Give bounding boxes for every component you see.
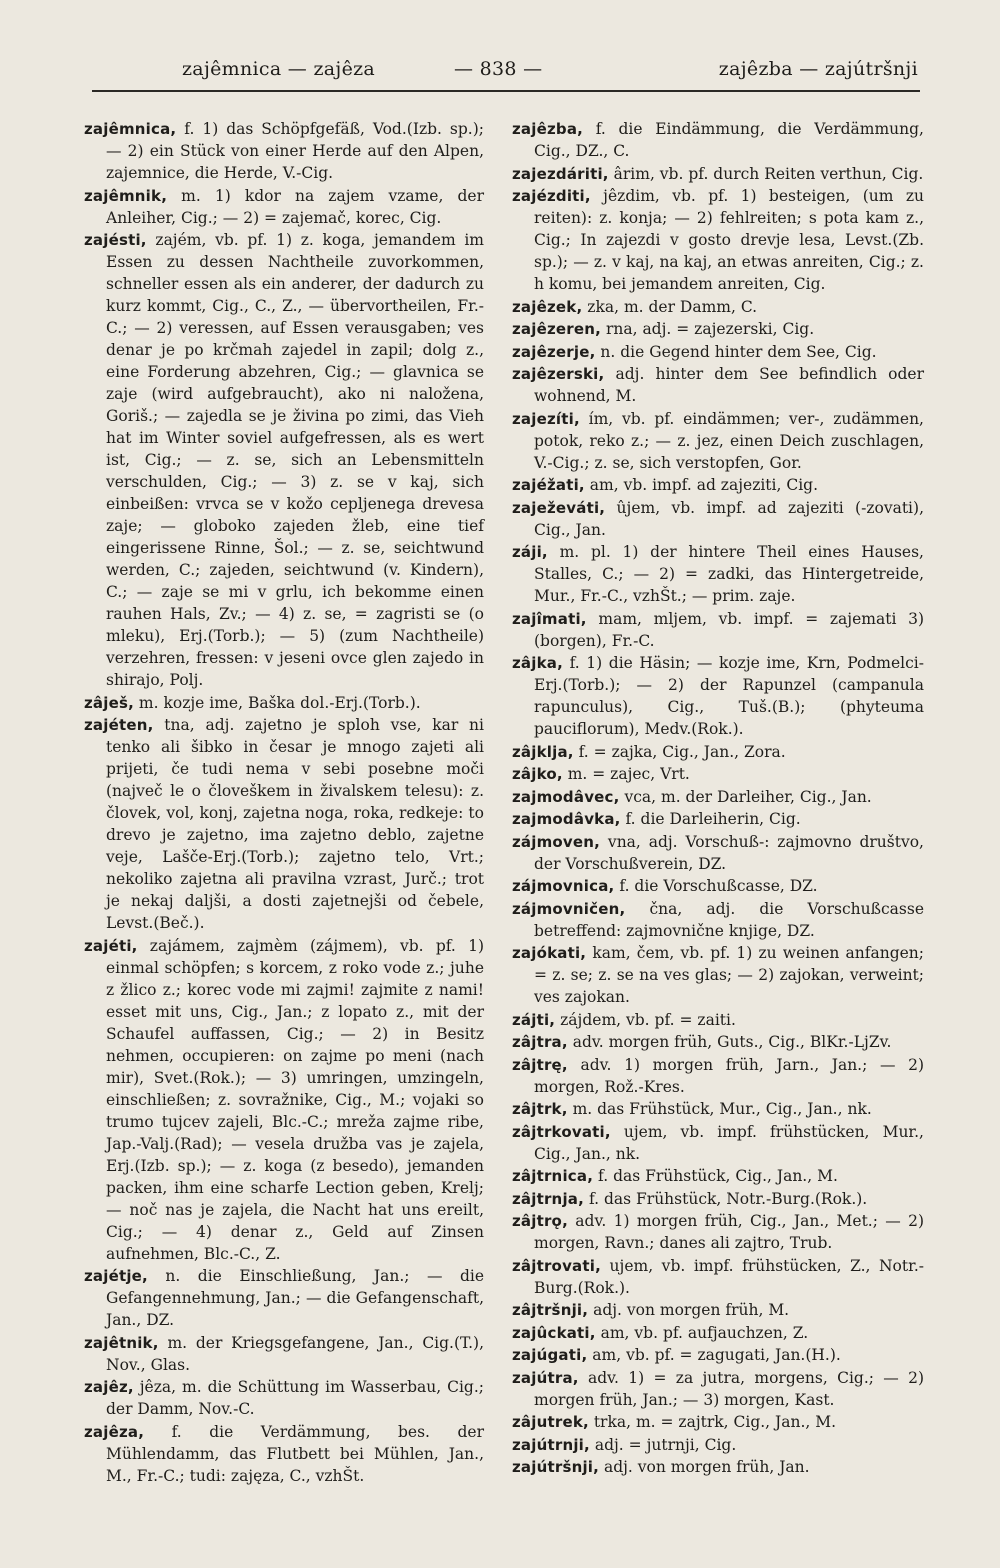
dictionary-entry [512, 652, 924, 740]
dictionary-entry [512, 875, 924, 897]
dictionary-entry [512, 118, 924, 162]
entry-headword: zajésti, [84, 231, 147, 249]
entry-definition: adv. morgen früh, Guts., Cig., BlKr.-LjZv. [567, 1033, 892, 1051]
dictionary-entry [512, 541, 924, 607]
entry-headword: zâjtrǫ, [512, 1212, 568, 1230]
dictionary-entry [512, 1344, 924, 1366]
right-column [512, 118, 924, 1479]
entry-definition: adj. von morgen früh, M. [588, 1301, 790, 1319]
entry-definition: trka, m. = zajtrk, Cig., Jan., M. [588, 1413, 837, 1431]
entry-headword: zajêzerje, [512, 342, 596, 361]
entry-definition: f. die Eindämmung, die Verdämmung, Cig., DZ., C. [534, 120, 924, 160]
entry-definition: f. das Frühstück, Notr.-Burg.(Rok.). [584, 1189, 868, 1208]
dictionary-entry [512, 808, 924, 830]
entry-headword: zâjtrnica, [512, 1167, 594, 1185]
dictionary-entry [512, 1367, 924, 1411]
dictionary-entry [512, 1121, 924, 1165]
entry-definition: m. pl. 1) der hintere Theil eines Hauses, Stalles, C.; — 2) = zadki, das Hintergetreide, Mur., Fr.-C., vzhŠt.; — prim. zaje. [534, 543, 924, 605]
entry-headword: zâjklja, [512, 742, 574, 761]
entry-definition: jêza, m. die Schüttung im Wasserbau, Cig.; der Damm, Nov.-C. [106, 1378, 484, 1418]
entry-headword: zajmodâvka, [512, 810, 621, 828]
left-column [84, 118, 484, 1487]
entry-headword: zajúgati, [512, 1346, 588, 1364]
header-right-guideword: zajêzba — zajútršnji [718, 58, 918, 80]
dictionary-entry [512, 608, 924, 652]
entry-headword: zajútra, [512, 1368, 579, 1387]
entry-definition: f. 1) die Häsin; — kozje ime, Krn, Podmelci-Erj.(Torb.); — 2) der Rapunzel (campanula rapunculus), Cig., Tuš.(B.); (phyteuma pauciflorum), Medv.(Rok.). [534, 654, 924, 738]
entry-headword: zâjtrkovati, [512, 1122, 611, 1141]
entry-definition: adv. 1) = za jutra, morgens, Cig.; — 2) morgen früh, Jan.; — 3) morgen, Kast. [534, 1368, 924, 1409]
entry-definition: m. 1) kdor na zajem vzame, der Anleiher, Cig.; — 2) = zajemač, korec, Cig. [106, 186, 484, 227]
entry-definition: čna, adj. die Vorschußcasse betreffend: zajmovnične knjige, DZ. [534, 899, 924, 940]
dictionary-entry [84, 1376, 484, 1420]
dictionary-entry [512, 786, 924, 808]
dictionary-entry [512, 1054, 924, 1098]
entry-headword: zâjtrnja, [512, 1189, 585, 1208]
entry-headword: zájmovničen, [512, 899, 626, 918]
dictionary-entry [512, 185, 924, 295]
dictionary-entry [512, 1255, 924, 1299]
entry-headword: zajútrnji, [512, 1435, 590, 1454]
entry-definition: f. die Vorschußcasse, DZ. [614, 877, 818, 895]
dictionary-entry [512, 163, 924, 185]
entry-definition: jêzdim, vb. pf. 1) besteigen, (um zu reiten): z. konja; — 2) fehlreiten; s pota kam z., Cig.; In zajezdi v gosto drevje lesa, Levst.(Zb. sp.); — z. v kaj, na kaj, an etwas anreiten, Cig.; z. h komu, bei jemandem anreiten, Cig. [534, 187, 924, 293]
entry-definition: m. der Kriegsgefangene, Jan., Cig.(T.), Nov., Glas. [106, 1333, 484, 1374]
dictionary-entry [512, 898, 924, 942]
dictionary-entry [512, 831, 924, 875]
entry-headword: zajókati, [512, 944, 587, 962]
entry-headword: zajéti, [84, 936, 138, 955]
entry-definition: zajém, vb. pf. 1) z. koga, jemandem im Essen zu dessen Nachtheile zuvorkommen, schneller essen als ein anderer, der dadurch zu kurz kommt, Cig., C., Z., — übervortheilen, Fr.-C.; — 2) veressen, auf Essen verausgaben; ves denar je po krčmah zajedel in zapil; dolg z., eine Forderung abzehren, Cig.; — glavnica se zaje (wird aufgebraucht), ako ni naložena, Goriš.; — zajedla se je živina po zimi, das Vieh hat im Winter soviel aufgefressen, als es wert ist, Cig.; — z. se, sich an Lebensmitteln verschulden, Cig.; — 3) z. se v kaj, sich einbeißen: vrvca se v kožo cepljenega drevesa zaje; — globoko zajeden žleb, eine tief eingerissene Rinne, Šol.; — z. se, seichtwund werden, C.; zajeden, seichtwund (v. Kindern), C.; — zaje se mi v grlu, ich bekomme einen rauhen Hals, Zv.; — 4) z. se, = zagristi se (o mleku), Erj.(Torb.); — 5) (zum Nachtheile) verzehren, fressen: v jeseni ovce glen zajedo in shirajo, Polj. [106, 231, 484, 689]
entry-headword: zajêzba, [512, 120, 584, 138]
dictionary-entry [84, 1421, 484, 1487]
entry-headword: zajezíti, [512, 409, 580, 428]
dictionary-entry [512, 408, 924, 474]
entry-headword: zajéten, [84, 716, 154, 734]
entry-definition: kam, čem, vb. pf. 1) zu weinen anfangen; = z. se; z. se na ves glas; — 2) zajokan, verweint; ves zajokan. [534, 944, 924, 1006]
dictionary-entry [84, 1265, 484, 1331]
entry-definition: n. die Einschließung, Jan.; — die Gefangennehmung, Jan.; — die Gefangenschaft, Jan., DZ. [106, 1267, 484, 1329]
dictionary-entry [512, 1322, 924, 1344]
entry-headword: zâjko, [512, 765, 563, 783]
dictionary-entry [512, 763, 924, 785]
dictionary-entry [512, 942, 924, 1008]
dictionary-entry [512, 341, 924, 363]
dictionary-entry [512, 1434, 924, 1456]
entry-definition: am, vb. impf. ad zajeziti, Cig. [584, 476, 819, 494]
entry-headword: zajêmnik, [84, 186, 168, 205]
entry-definition: ím, vb. pf. eindämmen; ver-, zudämmen, potok, reko z.; — z. jez, einen Deich zuschlagen, V.-Cig.; z. se, sich verstopfen, Gor. [534, 409, 924, 472]
dictionary-entry [84, 692, 484, 714]
entry-definition: ujem, vb. impf. frühstücken, Z., Notr.-Burg.(Rok.). [534, 1256, 924, 1297]
dictionary-entry [512, 363, 924, 407]
entry-definition: adv. 1) morgen früh, Jarn., Jan.; — 2) morgen, Rož.-Kres. [534, 1055, 924, 1096]
dictionary-entry [512, 1411, 924, 1433]
entry-definition: f. 1) das Schöpfgefäß, Vod.(Izb. sp.); — 2) ein Stück von einer Herde auf den Alpen, zajemnice, die Herde, V.-Cig. [106, 120, 484, 182]
dictionary-entry [84, 935, 484, 1265]
entry-headword: zajêza, [84, 1422, 145, 1441]
dictionary-entry [512, 1098, 924, 1120]
entry-definition: adj. = jutrnji, Cig. [589, 1435, 737, 1454]
entry-headword: zájti, [512, 1010, 556, 1029]
entry-headword: zajezdáriti, [512, 164, 609, 183]
entry-headword: zajéžati, [512, 476, 585, 494]
dictionary-entry [512, 296, 924, 318]
entry-headword: zájmovnica, [512, 877, 615, 895]
dictionary-entry [512, 1031, 924, 1053]
dictionary-entry [512, 1210, 924, 1254]
entry-headword: zajétje, [84, 1267, 148, 1285]
entry-definition: vca, m. der Darleiher, Cig., Jan. [619, 787, 872, 806]
entry-headword: zaježeváti, [512, 498, 606, 517]
header-left-guideword: zajêmnica — zajêza [182, 58, 376, 80]
page-number: — 838 — [454, 58, 543, 80]
dictionary-entry [512, 1299, 924, 1321]
entry-definition: f. = zajka, Cig., Jan., Zora. [573, 742, 786, 761]
entry-definition: f. die Verdämmung, bes. der Mühlendamm, das Flutbett bei Mühlen, Jan., M., Fr.-C.; tudi: zajęza, C., vzhŠt. [106, 1422, 484, 1485]
page-header [182, 58, 918, 86]
dictionary-entry [84, 118, 484, 184]
entry-headword: zâjka, [512, 654, 563, 672]
entry-headword: zâjtra, [512, 1033, 568, 1051]
entry-headword: zajêmnica, [84, 120, 177, 138]
entry-headword: zajûckati, [512, 1323, 596, 1342]
entry-headword: zajêz, [84, 1378, 134, 1396]
entry-definition: adv. 1) morgen früh, Cig., Jan., Met.; — 2) morgen, Ravn.; danes ali zajtro, Trub. [534, 1212, 924, 1252]
entry-definition: adj. von morgen früh, Jan. [599, 1458, 810, 1476]
dictionary-entry [512, 1009, 924, 1031]
entry-headword: zajêzek, [512, 297, 583, 316]
entry-headword: zâjutrek, [512, 1413, 589, 1431]
header-rule [92, 90, 920, 92]
entry-headword: zâješ, [84, 693, 134, 712]
dictionary-entry [84, 185, 484, 229]
entry-headword: záji, [512, 543, 548, 561]
dictionary-entry [512, 318, 924, 340]
entry-definition: zajámem, zajmèm (zájmem), vb. pf. 1) einmal schöpfen; s korcem, z roko vode z.; juhe z žlico z.; korec vode mi zajmi! zajmite z nami! esset mit uns, Cig., Jan.; z lopato z., mit der Schaufel auffassen, Cig.; — 2) in Besitz nehmen, occupieren: on zajme po meni (nach mir), Svet.(Rok.); — 3) umringen, umzingeln, einschließen; z. sovražnike, Cig., M.; vojaki so trumo tujcev zajeli, Blc.-C.; mreža zajme ribe, Jap.-Valj.(Rad); — vesela družba vas je zajela, Erj.(Izb. sp.); — z. koga (z besedo), jemanden packen, ihm eine scharfe Lection geben, Krelj; — noč nas je zajela, die Nacht hat uns ereilt, Cig.; — 4) denar z., Geld auf Zinsen aufnehmen, Blc.-C., Z. [106, 936, 484, 1263]
entry-headword: zajêzeren, [512, 320, 602, 338]
dictionary-entry [512, 1188, 924, 1210]
entry-definition: adj. hinter dem See befindlich oder wohnend, M. [534, 365, 924, 405]
entry-headword: zajézditi, [512, 187, 591, 205]
entry-definition: zka, m. der Damm, C. [582, 297, 758, 316]
entry-definition: f. die Darleiherin, Cig. [620, 810, 801, 828]
entry-definition: rna, adj. = zajezerski, Cig. [601, 320, 815, 338]
entry-headword: zajmodâvec, [512, 787, 620, 806]
entry-headword: zájmoven, [512, 832, 601, 851]
entry-headword: zâjtrovati, [512, 1256, 601, 1275]
dictionary-entry [84, 229, 484, 691]
entry-definition: am, vb. pf. = zagugati, Jan.(H.). [587, 1346, 841, 1364]
dictionary-entry [84, 1332, 484, 1376]
entry-definition: ujem, vb. impf. frühstücken, Mur., Cig., Jan., nk. [534, 1122, 924, 1163]
dictionary-entry [512, 497, 924, 541]
entry-definition: vna, adj. Vorschuß-: zajmovno društvo, der Vorschußverein, DZ. [534, 832, 924, 873]
entry-definition: n. die Gegend hinter dem See, Cig. [595, 342, 877, 361]
entry-definition: f. das Frühstück, Cig., Jan., M. [593, 1167, 838, 1185]
entry-definition: mam, mljem, vb. impf. = zajemati 3) (borgen), Fr.-C. [534, 609, 924, 650]
entry-headword: zajêzerski, [512, 365, 605, 383]
entry-definition: ûjem, vb. impf. ad zajeziti (-zovati), Cig., Jan. [534, 498, 924, 539]
entry-definition: m. das Frühstück, Mur., Cig., Jan., nk. [567, 1100, 872, 1118]
entry-definition: ârim, vb. pf. durch Reiten verthun, Cig. [608, 164, 924, 183]
entry-headword: zâjtrk, [512, 1100, 568, 1118]
dictionary-entry [84, 714, 484, 934]
entry-definition: am, vb. pf. aufjauchzen, Z. [595, 1323, 809, 1342]
entry-definition: m. = zajec, Vrt. [562, 765, 690, 783]
dictionary-entry [512, 1165, 924, 1187]
entry-definition: m. kozje ime, Baška dol.-Erj.(Torb.). [134, 693, 421, 712]
entry-headword: zâjtrę, [512, 1055, 568, 1074]
entry-headword: zajútršnji, [512, 1458, 600, 1476]
entry-headword: zajêtnik, [84, 1333, 159, 1352]
entry-headword: zâjtršnji, [512, 1301, 589, 1319]
dictionary-entry [512, 1456, 924, 1478]
entry-definition: tna, adj. zajetno je sploh vse, kar ni tenko ali šibko in česar je mnogo zajeti ali prijeti, če tudi nema v sebi posebne moči (največ le o človeškem in živalskem telesu): z. človek, vol, konj, zajetna noga, roka, redkeje: to drevo je zajetno, ima zajetno deblo, zajetne veje, Lašče-Erj.(Torb.); zajetno telo, Vrt.; nekoliko zajetna ali pravilna vzrast, Jurč.; trot je nekaj daljši, a dosti zajetnejši od čebele, Levst.(Beč.). [106, 716, 484, 932]
entry-definition: zájdem, vb. pf. = zaiti. [555, 1010, 736, 1029]
dictionary-entry [512, 474, 924, 496]
dictionary-entry [512, 741, 924, 763]
entry-headword: zajîmati, [512, 609, 587, 628]
